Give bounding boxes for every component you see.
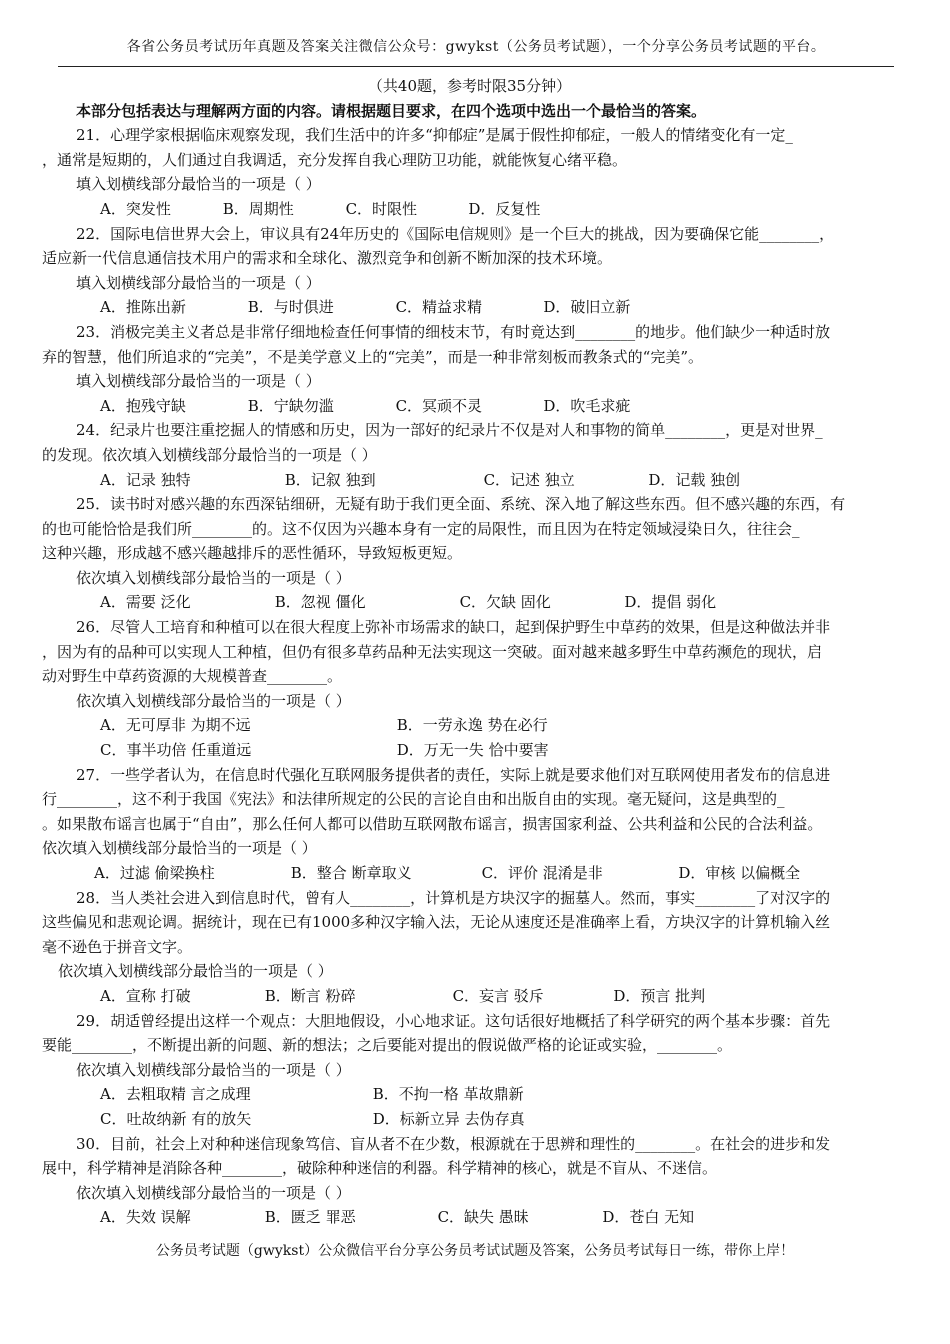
question-28-text-cont: 这些偏见和悲观论调。据统计，现在已有1000多种汉字输入法，无论从速度还是准确率上看，方块汉字的计算机输入丝 [42, 913, 831, 932]
question-26-text-cont: ，因为有的品种可以实现人工种植，但仍有很多草药品种无法实现这一突破。面对越来越多野生中草药濒危的现状，启 [42, 642, 823, 661]
question-27-options [42, 861, 897, 886]
question-27-text-cont2: 。如果散布谣言也属于“自由”，那么任何人都可以借助互联网散布谣言，损害国家利益、公共利益和公民的合法利益。 [42, 814, 823, 833]
question-27-text: 27．一些学者认为，在信息时代强化互联网服务提供者的责任，实际上就是要求他们对互联网使用者发布的信息进 [76, 765, 831, 784]
question-24-options [42, 468, 897, 493]
option-d[interactable]: D．标新立异 去伪存真 [372, 1109, 525, 1128]
option-a[interactable]: A．宣称 打破 [100, 986, 191, 1005]
option-d[interactable]: D．审核 以偏概全 [678, 864, 801, 882]
option-c[interactable]: C．欠缺 固化 [459, 593, 551, 612]
question-23-options [42, 394, 897, 419]
question-27-text-cont: 行________，这不利于我国《宪法》和法律所规定的公民的言论自由和出版自由的实现。毫无疑问，这是典型的_ [42, 790, 785, 809]
question-29-prompt: 依次填入划横线部分最恰当的一项是（ ） [76, 1060, 351, 1079]
time-limit-note: （共40题，参考时限35分钟） [367, 77, 572, 95]
option-d[interactable]: D．破旧立新 [543, 298, 631, 317]
question-25-text-cont: 的也可能恰恰是我们所________的。这不仅因为兴趣本身有一定的局限性，而且因为在特定领域浸染日久，往往会_ [42, 519, 800, 538]
question-29-options-row1 [42, 1082, 897, 1107]
question-21-text-cont: ，通常是短期的，人们通过自我调适，充分发挥自我心理防卫功能，就能恢复心绪平稳。 [42, 150, 628, 169]
option-c[interactable]: C．时限性 [345, 199, 418, 218]
question-29-text: 29．胡适曾经提出这样一个观点：大胆地假设，小心地求证。这句话很好地概括了科学研究的两个基本步骤：首先 [76, 1011, 831, 1030]
option-d[interactable]: D．记载 独创 [648, 470, 741, 489]
option-b[interactable]: B．不拘一格 革故鼎新 [372, 1085, 524, 1104]
section-instruction: 本部分包括表达与理解两方面的内容。请根据题目要求，在四个选项中选出一个最恰当的答案。 [76, 101, 707, 120]
option-c[interactable]: C．吐故纳新 有的放矢 [100, 1109, 252, 1128]
question-21-prompt: 填入划横线部分最恰当的一项是（ ） [76, 175, 321, 194]
question-23-text-cont: 弃的智慧，他们所追求的“完美”，不是美学意义上的“完美”，而是一种非常刻板而教条式的“完美”。 [42, 347, 704, 366]
question-28-options [42, 984, 897, 1009]
question-30-prompt: 依次填入划横线部分最恰当的一项是（ ） [76, 1183, 351, 1202]
option-b[interactable]: B．整合 断章取义 [290, 864, 412, 882]
option-b[interactable]: B．忽视 僵化 [274, 593, 366, 612]
option-b[interactable]: B．周期性 [222, 199, 294, 218]
option-b[interactable]: B．与时俱进 [247, 298, 334, 317]
question-22-prompt: 填入划横线部分最恰当的一项是（ ） [76, 273, 321, 292]
question-25-text: 25．读书时对感兴趣的东西深钻细研，无疑有助于我们更全面、系统、深入地了解这些东西。但不感兴趣的东西，有 [76, 495, 846, 514]
question-30-text-cont: 展中，科学精神是消除各种________，破除种种迷信的利器。科学精神的核心，就是不盲从、不迷信。 [42, 1159, 718, 1178]
option-b[interactable]: B．宁缺勿滥 [247, 396, 334, 415]
option-a[interactable]: A．记录 独特 [100, 470, 191, 489]
question-22-text: 22．国际电信世界大会上，审议具有24年历史的《国际电信规则》是一个巨大的挑战，因为要确保它能________， [76, 224, 835, 243]
question-28-prompt: 依次填入划横线部分最恰当的一项是（ ） [58, 962, 333, 981]
question-22-text-cont: 适应新一代信息通信技术用户的需求和全球化、激烈竞争和创新不断加深的技术环境。 [42, 249, 613, 268]
option-c[interactable]: C．记述 独立 [483, 470, 575, 489]
option-a[interactable]: A．去粗取精 言之成理 [100, 1085, 251, 1104]
option-d[interactable]: D．反复性 [468, 199, 541, 218]
option-a[interactable]: A．过滤 偷梁换柱 [94, 864, 215, 882]
question-25-prompt: 依次填入划横线部分最恰当的一项是（ ） [76, 568, 351, 587]
option-a[interactable]: A．失效 误解 [100, 1208, 191, 1227]
question-24-text-cont: 的发现。依次填入划横线部分最恰当的一项是（ ） [42, 445, 377, 464]
question-27-prompt: 依次填入划横线部分最恰当的一项是（ ） [42, 839, 317, 858]
question-22-options [42, 295, 897, 320]
question-30-text: 30．目前，社会上对种种迷信现象笃信、盲从者不在少数，根源就在于思辨和理性的________。在社会的进步和发 [76, 1134, 831, 1153]
page-footer: 公务员考试题（gwykst）公众微信平台分享公务员考试试题及答案，公务员考试每日一练，带你上岸！ [155, 1243, 795, 1259]
option-c[interactable]: C．冥顽不灵 [395, 396, 483, 415]
question-26-options-row2 [42, 738, 897, 763]
option-c[interactable]: C．评价 混淆是非 [481, 864, 603, 882]
question-23-prompt: 填入划横线部分最恰当的一项是（ ） [76, 372, 321, 391]
question-26-text: 26．尽管人工培育和种植可以在很大程度上弥补市场需求的缺口，起到保护野生中草药的效果，但是这种做法并非 [76, 618, 831, 637]
question-26-options-row1 [42, 713, 897, 738]
option-d[interactable]: D．吹毛求疵 [543, 396, 631, 415]
option-c[interactable]: C．缺失 愚昧 [437, 1208, 529, 1227]
header-divider [58, 66, 894, 67]
option-a[interactable]: A．需要 泛化 [100, 593, 191, 612]
question-29-text-cont: 要能________，不断提出新的问题、新的想法；之后要能对提出的假说做严格的论证或实验，________。 [42, 1036, 733, 1055]
question-28-text-cont2: 毫不逊色于拼音文字。 [42, 937, 193, 956]
option-d[interactable]: D．预言 批判 [613, 986, 706, 1005]
question-30-options [42, 1205, 897, 1230]
question-24-text: 24．纪录片也要注重挖掘人的情感和历史，因为一部好的纪录片不仅是对人和事物的简单________，更是对世界_ [76, 421, 823, 440]
option-a[interactable]: A．推陈出新 [100, 298, 186, 317]
page-header: 各省公务员考试历年真题及答案关注微信公众号：gwykst（公务员考试题），一个分享公务员考试题的平台。 [126, 39, 826, 55]
option-b[interactable]: B．一劳永逸 势在必行 [396, 716, 548, 735]
question-23-text: 23．消极完美主义者总是非常仔细地检查任何事情的细枝末节，有时竟达到________的地步。他们缺少一种适时放 [76, 322, 831, 341]
question-26-prompt: 依次填入划横线部分最恰当的一项是（ ） [76, 691, 351, 710]
question-content [42, 74, 897, 1230]
question-21-options [42, 197, 897, 222]
option-b[interactable]: B．记叙 独到 [284, 470, 376, 489]
question-28-text: 28．当人类社会进入到信息时代，曾有人________，计算机是方块汉字的掘墓人。然而，事实________了对汉字的 [76, 888, 831, 907]
option-c[interactable]: C．精益求精 [395, 298, 483, 317]
option-c[interactable]: C．妄言 驳斥 [452, 986, 544, 1005]
option-a[interactable]: A．突发性 [100, 199, 171, 218]
option-b[interactable]: B．匮乏 罪恶 [264, 1208, 356, 1227]
question-21-text: 21．心理学家根据临床观察发现，我们生活中的许多“抑郁症”是属于假性抑郁症，一般人的情绪变化有一定_ [76, 126, 793, 145]
question-29-options-row2 [42, 1107, 897, 1132]
option-c[interactable]: C．事半功倍 任重道远 [100, 741, 252, 760]
option-d[interactable]: D．苍白 无知 [602, 1208, 695, 1227]
question-26-text-cont2: 动对野生中草药资源的大规模普查________。 [42, 667, 343, 686]
option-a[interactable]: A．抱残守缺 [100, 396, 186, 415]
option-b[interactable]: B．断言 粉碎 [264, 986, 356, 1005]
option-d[interactable]: D．提倡 弱化 [624, 593, 717, 612]
option-d[interactable]: D．万无一失 恰中要害 [396, 741, 549, 760]
question-25-text-cont2: 这种兴趣，形成越不感兴趣越排斥的恶性循环，导致短板更短。 [42, 544, 463, 563]
question-25-options [42, 590, 897, 615]
option-a[interactable]: A．无可厚非 为期不远 [100, 716, 251, 735]
